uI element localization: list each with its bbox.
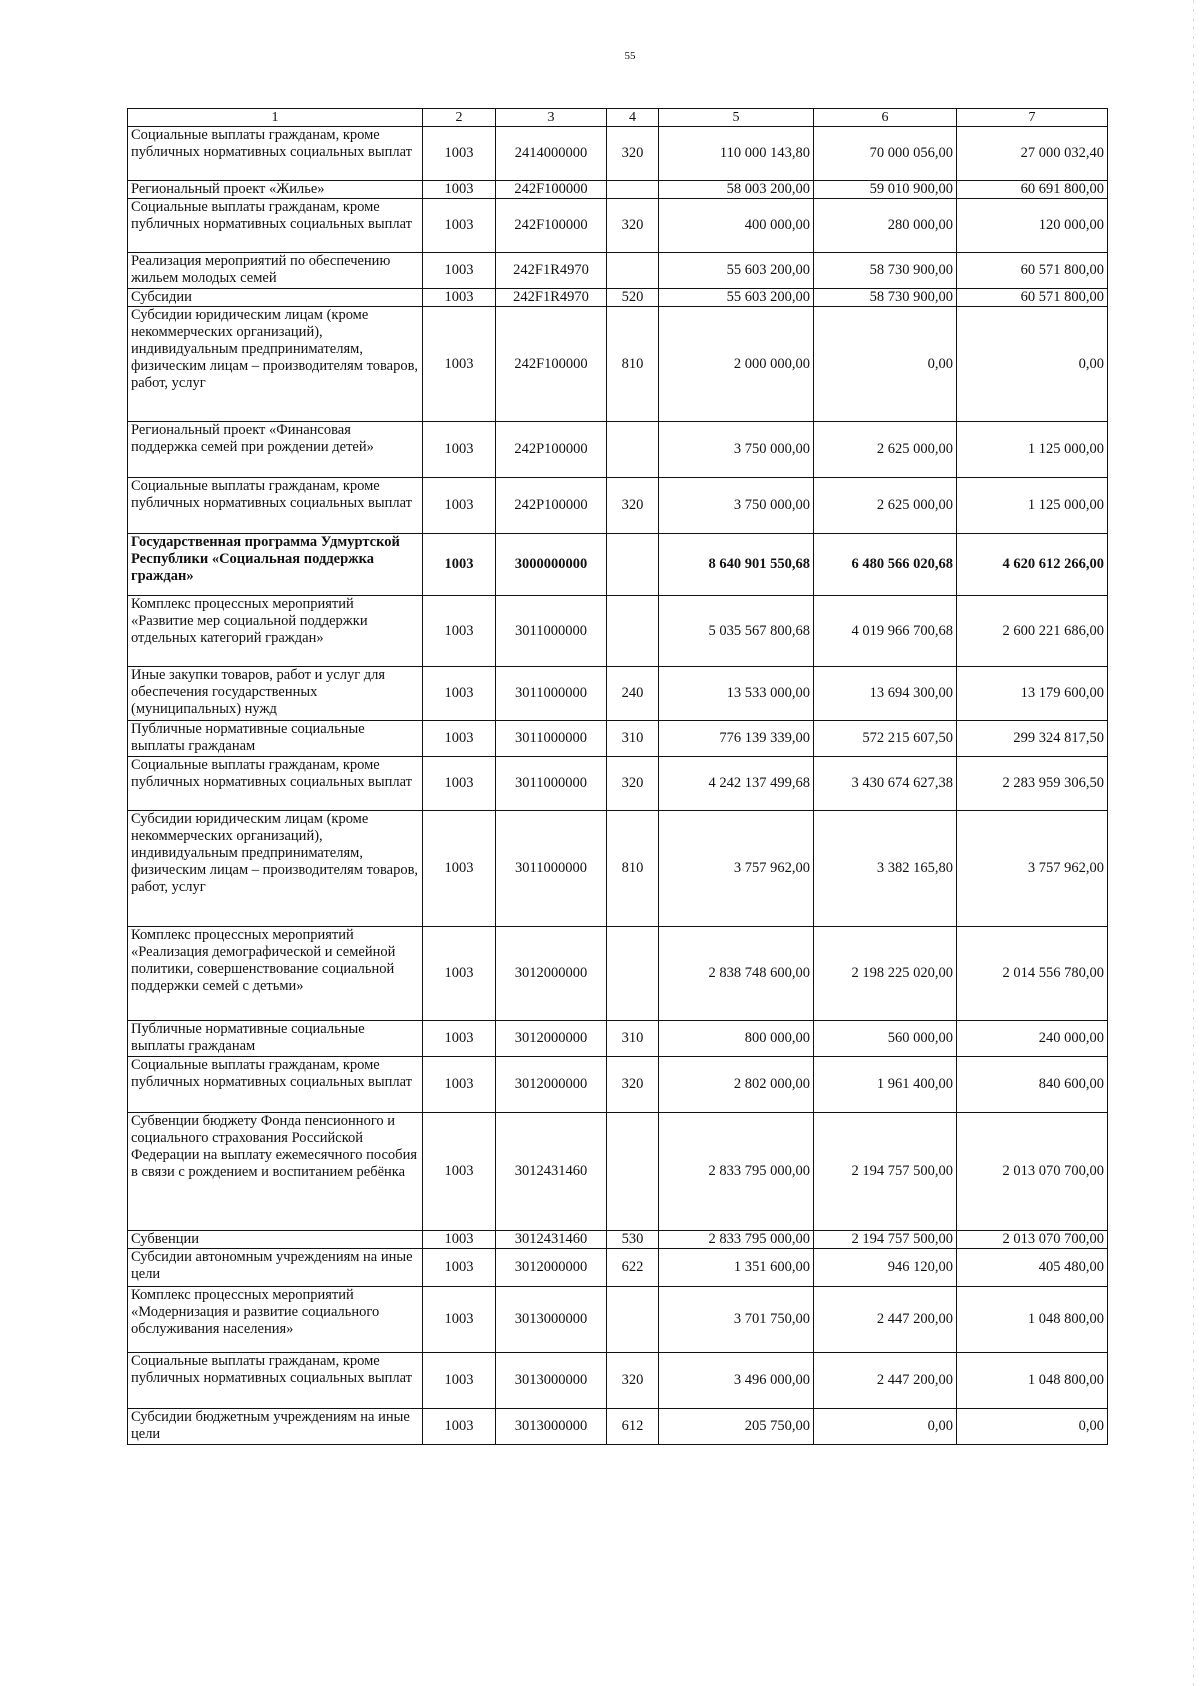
row-amount-year-1: 3 750 000,00 [659,478,814,534]
row-section: 1003 [423,127,496,181]
row-section: 1003 [423,289,496,307]
row-expense-type: 320 [607,199,659,253]
row-amount-year-3: 60 571 800,00 [957,253,1108,289]
row-amount-year-2: 58 730 900,00 [814,289,957,307]
row-name: Региональный проект «Финансовая поддержка семей при рождении детей» [128,422,423,478]
row-name: Социальные выплаты гражданам, кроме публичных нормативных социальных выплат [128,478,423,534]
row-section: 1003 [423,422,496,478]
col-header-4: 4 [607,109,659,127]
row-amount-year-3: 1 048 800,00 [957,1287,1108,1353]
row-section: 1003 [423,1231,496,1249]
table-row [128,289,1108,307]
table-row [128,422,1108,478]
row-amount-year-3: 2 283 959 306,50 [957,757,1108,811]
row-section: 1003 [423,1057,496,1113]
row-amount-year-2: 3 382 165,80 [814,811,957,927]
row-amount-year-3: 1 125 000,00 [957,478,1108,534]
row-expense-type: 310 [607,721,659,757]
row-target-article: 3012000000 [496,1249,607,1287]
table-row [128,596,1108,667]
row-target-article: 3011000000 [496,667,607,721]
row-name: Социальные выплаты гражданам, кроме публичных нормативных социальных выплат [128,127,423,181]
row-target-article: 242F1R4970 [496,289,607,307]
row-target-article: 242F1R4970 [496,253,607,289]
row-amount-year-3: 13 179 600,00 [957,667,1108,721]
table-row [128,1409,1108,1445]
col-header-5: 5 [659,109,814,127]
row-section: 1003 [423,667,496,721]
page-number: 55 [624,50,636,62]
row-amount-year-2: 70 000 056,00 [814,127,957,181]
table-row [128,1113,1108,1231]
row-amount-year-1: 2 833 795 000,00 [659,1113,814,1231]
col-header-7: 7 [957,109,1108,127]
row-expense-type: 240 [607,667,659,721]
row-target-article: 3013000000 [496,1287,607,1353]
row-amount-year-3: 0,00 [957,307,1108,422]
row-amount-year-1: 3 701 750,00 [659,1287,814,1353]
table-row [128,199,1108,253]
row-name: Субвенции бюджету Фонда пенсионного и социального страхования Российской Федерации на выплату ежемесячного пособия в связи с рождением и воспитанием ребёнка [128,1113,423,1231]
row-amount-year-3: 2 014 556 780,00 [957,927,1108,1021]
row-section: 1003 [423,1113,496,1231]
table-row [128,1231,1108,1249]
row-amount-year-2: 946 120,00 [814,1249,957,1287]
table-row [128,127,1108,181]
row-target-article: 3013000000 [496,1409,607,1445]
budget-table [127,108,1108,1445]
row-target-article: 3011000000 [496,757,607,811]
row-expense-type: 810 [607,811,659,927]
row-amount-year-1: 776 139 339,00 [659,721,814,757]
row-name: Субсидии юридическим лицам (кроме некоммерческих организаций), индивидуальным предпринимателям, физическим лицам – производителям товаров, работ, услуг [128,307,423,422]
row-amount-year-3: 299 324 817,50 [957,721,1108,757]
row-section: 1003 [423,181,496,199]
row-name: Субсидии юридическим лицам (кроме некоммерческих организаций), индивидуальным предпринимателям, физическим лицам – производителям товаров, работ, услуг [128,811,423,927]
row-expense-type [607,1113,659,1231]
table-row [128,757,1108,811]
table-row [128,667,1108,721]
row-target-article: 3012431460 [496,1231,607,1249]
row-expense-type: 520 [607,289,659,307]
row-amount-year-2: 2 625 000,00 [814,478,957,534]
row-expense-type [607,534,659,596]
row-amount-year-3: 3 757 962,00 [957,811,1108,927]
row-amount-year-1: 800 000,00 [659,1021,814,1057]
row-target-article: 242P100000 [496,422,607,478]
row-amount-year-2: 58 730 900,00 [814,253,957,289]
row-amount-year-3: 60 691 800,00 [957,181,1108,199]
row-expense-type: 612 [607,1409,659,1445]
row-section: 1003 [423,811,496,927]
row-amount-year-1: 2 833 795 000,00 [659,1231,814,1249]
row-section: 1003 [423,1021,496,1057]
table-row [128,811,1108,927]
row-section: 1003 [423,1409,496,1445]
row-amount-year-3: 60 571 800,00 [957,289,1108,307]
row-target-article: 242P100000 [496,478,607,534]
row-amount-year-1: 8 640 901 550,68 [659,534,814,596]
row-amount-year-1: 1 351 600,00 [659,1249,814,1287]
table-row [128,1353,1108,1409]
row-amount-year-1: 4 242 137 499,68 [659,757,814,811]
row-section: 1003 [423,534,496,596]
row-amount-year-3: 240 000,00 [957,1021,1108,1057]
table-row [128,307,1108,422]
row-amount-year-2: 572 215 607,50 [814,721,957,757]
row-target-article: 3000000000 [496,534,607,596]
col-header-6: 6 [814,109,957,127]
table-row [128,721,1108,757]
row-expense-type [607,422,659,478]
row-target-article: 3013000000 [496,1353,607,1409]
row-amount-year-2: 560 000,00 [814,1021,957,1057]
row-expense-type: 622 [607,1249,659,1287]
row-section: 1003 [423,927,496,1021]
row-name: Комплекс процессных мероприятий «Развитие мер социальной поддержки отдельных категорий граждан» [128,596,423,667]
row-amount-year-3: 840 600,00 [957,1057,1108,1113]
scan-edge-artifact [1193,0,1194,1686]
row-amount-year-2: 2 194 757 500,00 [814,1231,957,1249]
row-amount-year-2: 2 194 757 500,00 [814,1113,957,1231]
row-amount-year-1: 58 003 200,00 [659,181,814,199]
row-amount-year-1: 2 000 000,00 [659,307,814,422]
row-amount-year-2: 2 198 225 020,00 [814,927,957,1021]
table-row [128,1249,1108,1287]
row-amount-year-2: 280 000,00 [814,199,957,253]
row-amount-year-3: 27 000 032,40 [957,127,1108,181]
row-expense-type [607,596,659,667]
col-header-2: 2 [423,109,496,127]
row-amount-year-3: 405 480,00 [957,1249,1108,1287]
row-name: Социальные выплаты гражданам, кроме публичных нормативных социальных выплат [128,1353,423,1409]
row-target-article: 2414000000 [496,127,607,181]
row-amount-year-2: 1 961 400,00 [814,1057,957,1113]
row-target-article: 3012000000 [496,927,607,1021]
row-amount-year-3: 2 013 070 700,00 [957,1113,1108,1231]
row-section: 1003 [423,596,496,667]
row-name: Публичные нормативные социальные выплаты гражданам [128,1021,423,1057]
row-target-article: 3011000000 [496,811,607,927]
row-expense-type: 320 [607,757,659,811]
row-expense-type: 320 [607,127,659,181]
row-amount-year-3: 120 000,00 [957,199,1108,253]
row-expense-type: 530 [607,1231,659,1249]
row-amount-year-1: 2 838 748 600,00 [659,927,814,1021]
row-amount-year-1: 110 000 143,80 [659,127,814,181]
row-section: 1003 [423,1249,496,1287]
row-section: 1003 [423,199,496,253]
row-amount-year-1: 3 750 000,00 [659,422,814,478]
row-target-article: 242F100000 [496,181,607,199]
row-amount-year-2: 59 010 900,00 [814,181,957,199]
row-name: Публичные нормативные социальные выплаты гражданам [128,721,423,757]
table-row [128,534,1108,596]
row-amount-year-2: 2 447 200,00 [814,1287,957,1353]
row-expense-type [607,927,659,1021]
row-amount-year-1: 205 750,00 [659,1409,814,1445]
row-amount-year-1: 55 603 200,00 [659,289,814,307]
row-name: Государственная программа Удмуртской Республики «Социальная поддержка граждан» [128,534,423,596]
row-amount-year-2: 3 430 674 627,38 [814,757,957,811]
row-expense-type: 320 [607,1353,659,1409]
row-expense-type [607,1287,659,1353]
row-expense-type: 810 [607,307,659,422]
row-section: 1003 [423,1287,496,1353]
row-amount-year-2: 13 694 300,00 [814,667,957,721]
row-amount-year-2: 0,00 [814,1409,957,1445]
row-section: 1003 [423,757,496,811]
table-row [128,1021,1108,1057]
table-row [128,927,1108,1021]
row-section: 1003 [423,253,496,289]
row-expense-type [607,253,659,289]
row-amount-year-3: 2 600 221 686,00 [957,596,1108,667]
row-expense-type [607,181,659,199]
row-amount-year-1: 3 757 962,00 [659,811,814,927]
row-name: Социальные выплаты гражданам, кроме публичных нормативных социальных выплат [128,757,423,811]
row-amount-year-1: 13 533 000,00 [659,667,814,721]
row-name: Социальные выплаты гражданам, кроме публичных нормативных социальных выплат [128,1057,423,1113]
row-amount-year-2: 4 019 966 700,68 [814,596,957,667]
row-section: 1003 [423,478,496,534]
row-amount-year-3: 2 013 070 700,00 [957,1231,1108,1249]
row-expense-type: 320 [607,1057,659,1113]
table-row [128,478,1108,534]
col-header-1: 1 [128,109,423,127]
row-amount-year-3: 0,00 [957,1409,1108,1445]
row-amount-year-2: 0,00 [814,307,957,422]
table-row [128,253,1108,289]
row-amount-year-3: 1 125 000,00 [957,422,1108,478]
column-number-row [128,109,1108,127]
row-target-article: 242F100000 [496,307,607,422]
row-target-article: 3012000000 [496,1057,607,1113]
row-name: Комплекс процессных мероприятий «Модернизация и развитие социального обслуживания населения» [128,1287,423,1353]
row-amount-year-1: 2 802 000,00 [659,1057,814,1113]
row-name: Субсидии автономным учреждениям на иные цели [128,1249,423,1287]
table-row [128,1287,1108,1353]
row-name: Иные закупки товаров, работ и услуг для обеспечения государственных (муниципальных) нужд [128,667,423,721]
row-name: Субсидии бюджетным учреждениям на иные цели [128,1409,423,1445]
row-expense-type: 320 [607,478,659,534]
row-name: Комплекс процессных мероприятий «Реализация демографической и семейной политики, совершенствование социальной поддержки семей с детьми» [128,927,423,1021]
table-row [128,181,1108,199]
row-amount-year-1: 55 603 200,00 [659,253,814,289]
table-body [128,127,1108,1445]
row-expense-type: 310 [607,1021,659,1057]
row-amount-year-3: 4 620 612 266,00 [957,534,1108,596]
row-amount-year-2: 6 480 566 020,68 [814,534,957,596]
row-target-article: 3011000000 [496,721,607,757]
row-name: Социальные выплаты гражданам, кроме публичных нормативных социальных выплат [128,199,423,253]
row-section: 1003 [423,721,496,757]
col-header-3: 3 [496,109,607,127]
row-name: Субвенции [128,1231,423,1249]
row-target-article: 3011000000 [496,596,607,667]
row-target-article: 242F100000 [496,199,607,253]
row-target-article: 3012000000 [496,1021,607,1057]
row-amount-year-1: 3 496 000,00 [659,1353,814,1409]
row-name: Региональный проект «Жилье» [128,181,423,199]
row-name: Субсидии [128,289,423,307]
row-section: 1003 [423,307,496,422]
row-amount-year-1: 5 035 567 800,68 [659,596,814,667]
row-amount-year-1: 400 000,00 [659,199,814,253]
row-name: Реализация мероприятий по обеспечению жильем молодых семей [128,253,423,289]
row-amount-year-2: 2 447 200,00 [814,1353,957,1409]
table-row [128,1057,1108,1113]
row-amount-year-2: 2 625 000,00 [814,422,957,478]
row-section: 1003 [423,1353,496,1409]
row-amount-year-3: 1 048 800,00 [957,1353,1108,1409]
row-target-article: 3012431460 [496,1113,607,1231]
